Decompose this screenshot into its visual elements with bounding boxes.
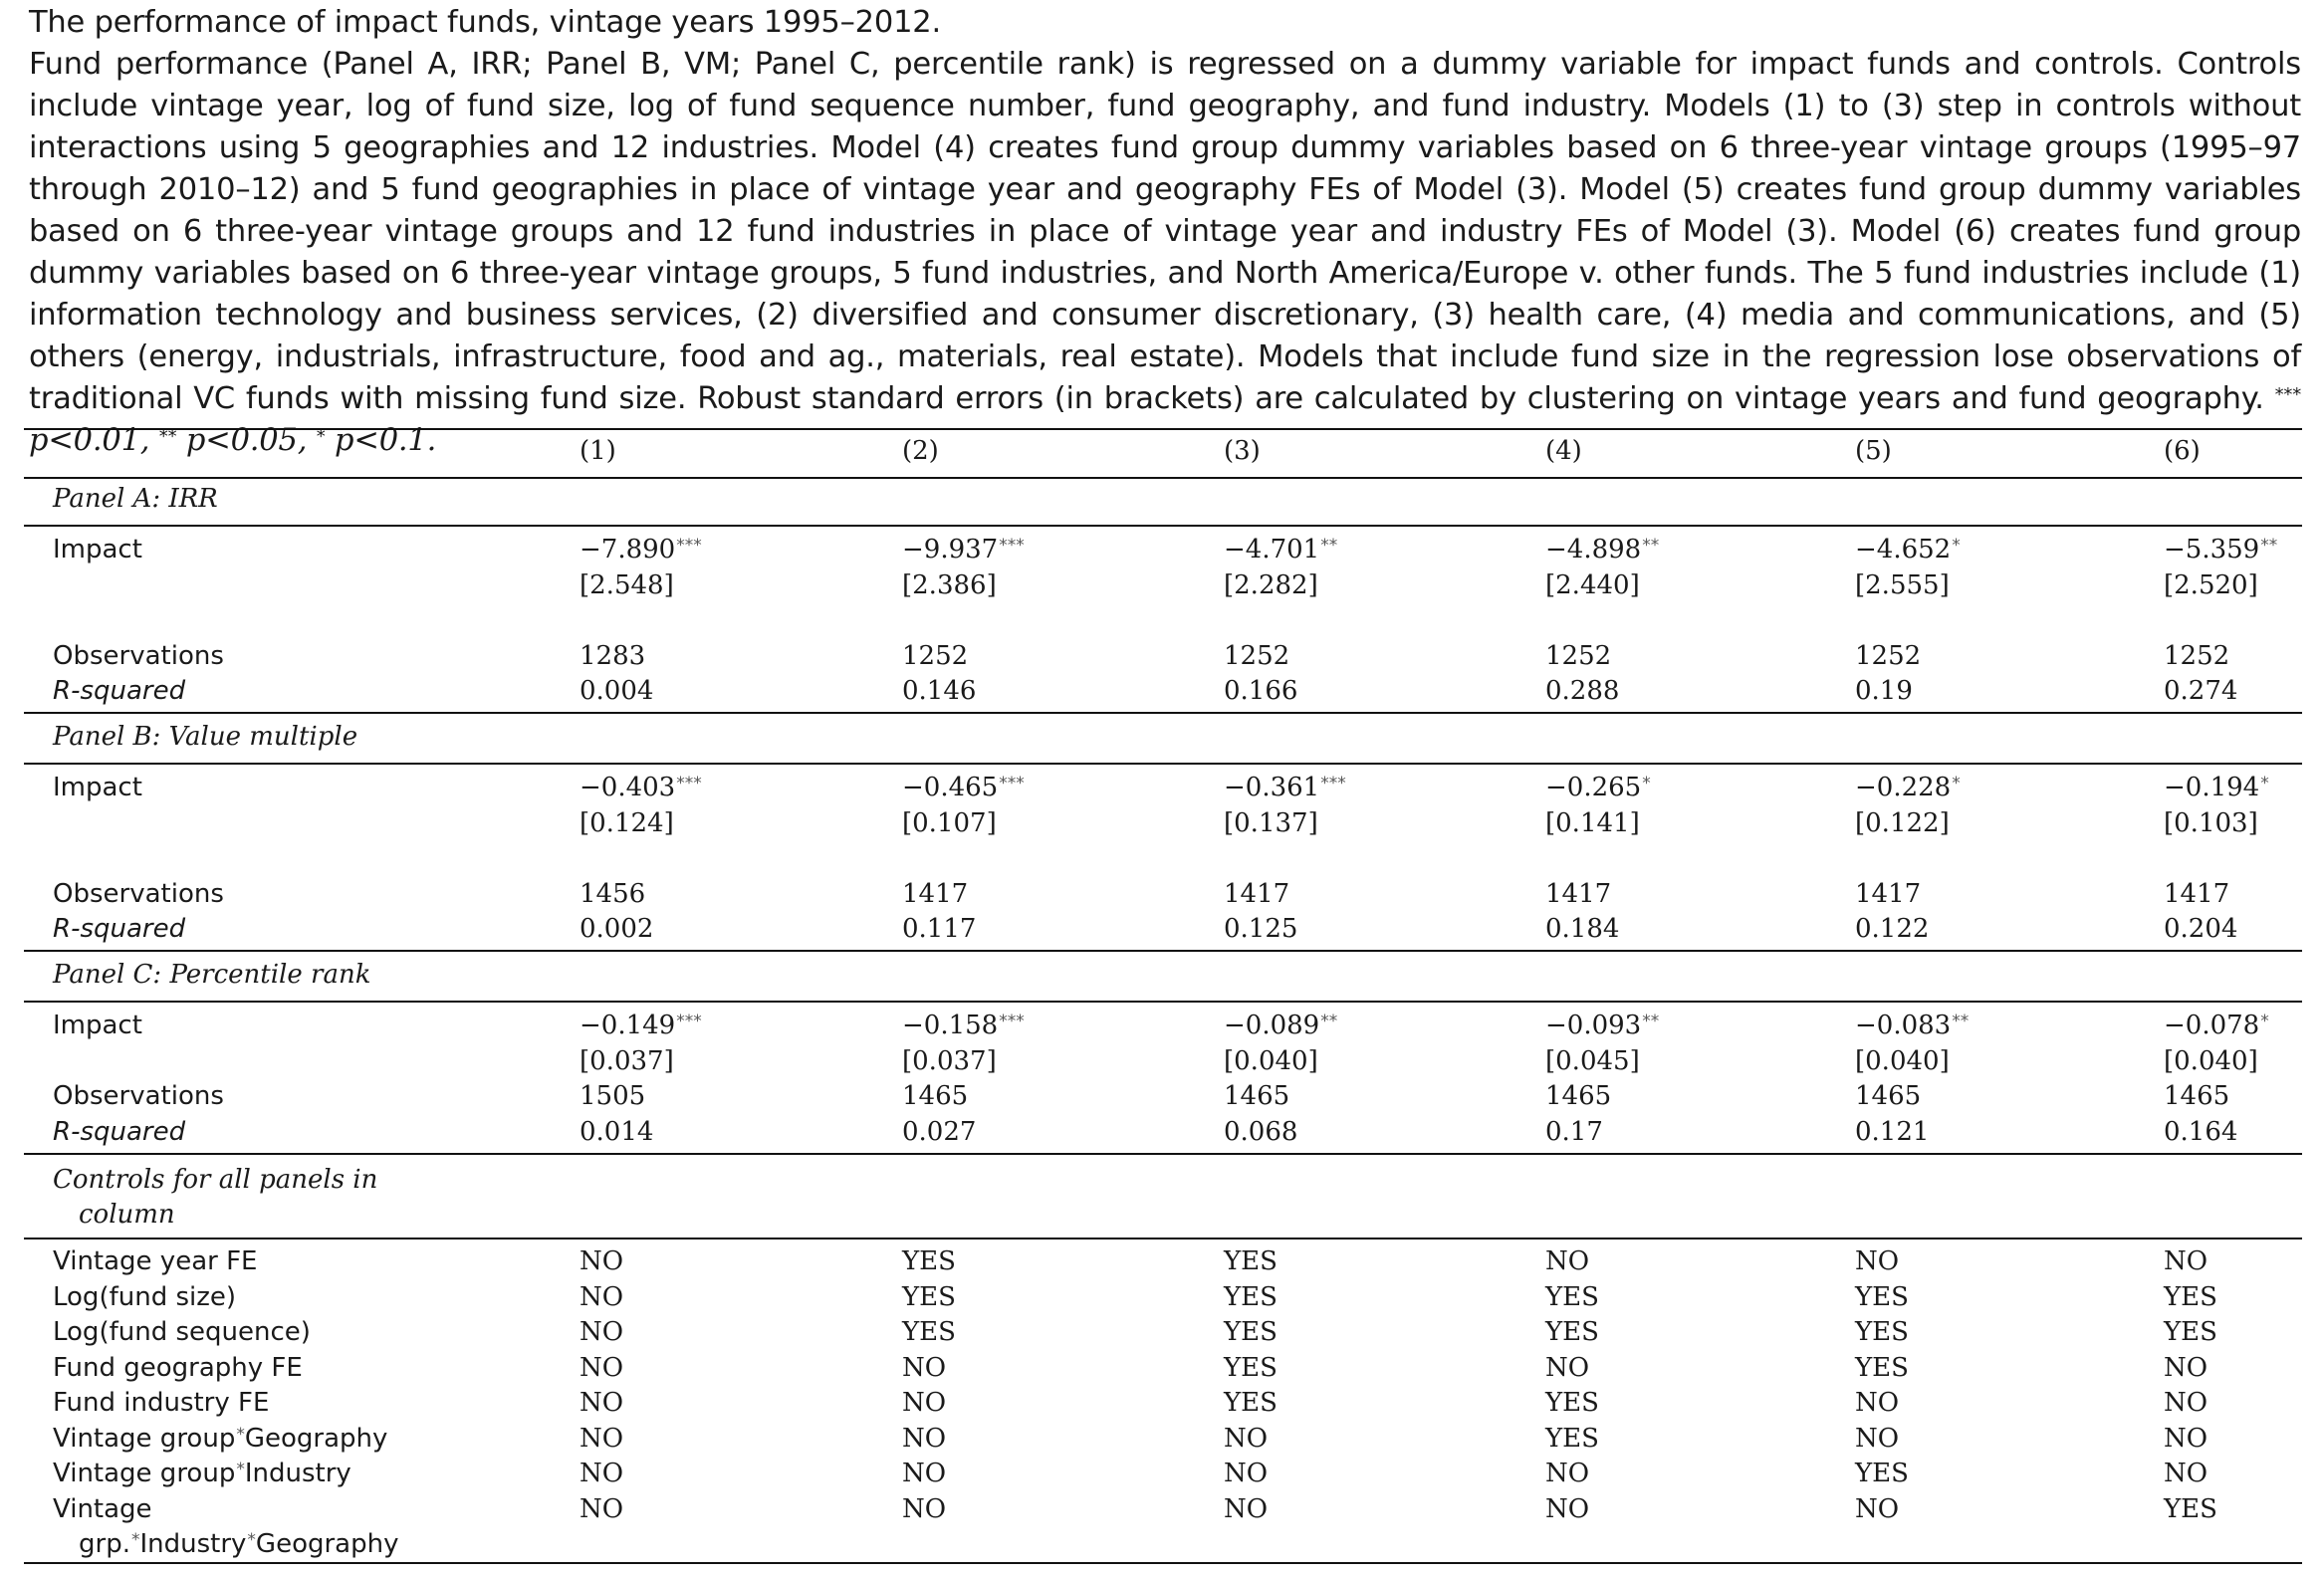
panel-bottom-rule <box>24 1153 2302 1155</box>
standard-error: [0.122] <box>1855 807 1950 838</box>
controls-heading-cont: column <box>79 1200 175 1230</box>
row-label-r-squared: R-squared <box>53 914 186 944</box>
r-squared-value: 0.164 <box>2164 1116 2238 1147</box>
control-value: YES <box>1855 1317 1909 1347</box>
column-header: (3) <box>1224 436 1261 466</box>
impact-coefficient <box>1224 533 1337 566</box>
control-value: NO <box>902 1352 947 1383</box>
row-label-observations: Observations <box>53 878 224 909</box>
controls-heading: Controls for all panels in <box>53 1165 378 1195</box>
control-value: NO <box>580 1281 624 1312</box>
impact-coefficient <box>580 771 702 804</box>
standard-error: [0.045] <box>1545 1045 1640 1076</box>
observations-value: 1417 <box>902 878 969 909</box>
impact-coefficient <box>580 1009 702 1042</box>
standard-error: [0.124] <box>580 807 674 838</box>
standard-error: [0.040] <box>1224 1045 1318 1076</box>
sig-star-1: *** <box>2274 384 2302 405</box>
r-squared-value: 0.166 <box>1224 676 1298 706</box>
r-squared-value: 0.204 <box>2164 914 2238 944</box>
observations-value: 1417 <box>1545 878 1612 909</box>
control-value: NO <box>1545 1459 1590 1488</box>
row-label-impact: Impact <box>53 1011 142 1040</box>
r-squared-value: 0.17 <box>1545 1116 1603 1147</box>
coefficient-value: −0.361 <box>1224 773 1320 802</box>
table-description <box>29 44 2301 462</box>
coefficient-value: −5.359 <box>2164 535 2260 564</box>
control-value: YES <box>1855 1281 1909 1312</box>
panel-title: Panel A: IRR <box>53 484 218 514</box>
sig-star-2: ** <box>158 426 177 447</box>
control-value: NO <box>2164 1388 2208 1418</box>
control-value: NO <box>1545 1493 1590 1524</box>
control-value: NO <box>580 1459 624 1488</box>
control-value: YES <box>1224 1352 1278 1383</box>
observations-value: 1465 <box>1224 1081 1290 1111</box>
coefficient-value: −0.149 <box>580 1011 676 1040</box>
observations-value: 1465 <box>902 1081 969 1111</box>
impact-coefficient <box>2164 1009 2269 1042</box>
observations-value: 1465 <box>1545 1081 1612 1111</box>
coefficient-value: −4.652 <box>1855 535 1952 564</box>
r-squared-value: 0.122 <box>1855 914 1930 944</box>
significance-stars: *** <box>999 1012 1025 1031</box>
r-squared-value: 0.068 <box>1224 1116 1298 1147</box>
control-label-part: Vintage year FE <box>53 1246 258 1276</box>
coefficient-value: −0.093 <box>1545 1011 1642 1040</box>
row-label-impact: Impact <box>53 773 142 802</box>
control-label <box>53 1422 387 1456</box>
control-value: NO <box>2164 1423 2208 1454</box>
standard-error: [2.548] <box>580 569 674 600</box>
coefficient-value: −4.898 <box>1545 535 1642 564</box>
sig-threshold-3: p<0.1. <box>335 423 437 458</box>
coefficient-value: −0.158 <box>902 1011 999 1040</box>
sig-threshold-2: p<0.05, <box>185 423 308 458</box>
sig-threshold-1: p<0.01, <box>29 423 150 458</box>
control-value: YES <box>1545 1388 1599 1418</box>
impact-coefficient <box>1224 771 1346 804</box>
significance-stars: *** <box>999 774 1025 793</box>
control-value: NO <box>902 1423 947 1454</box>
control-value: YES <box>902 1317 956 1347</box>
significance-stars: *** <box>676 774 702 793</box>
interaction-asterisk: * <box>236 1424 245 1445</box>
r-squared-value: 0.027 <box>902 1116 977 1147</box>
control-value: YES <box>902 1246 956 1276</box>
control-value: NO <box>580 1493 624 1524</box>
row-label-r-squared: R-squared <box>53 676 186 706</box>
observations-value: 1283 <box>580 640 646 671</box>
significance-stars: *** <box>999 536 1025 556</box>
control-value: YES <box>1855 1352 1909 1383</box>
column-header: (6) <box>2164 436 2201 466</box>
significance-stars: * <box>1642 774 1651 793</box>
significance-stars: ** <box>1320 536 1338 556</box>
control-label-part: Vintage group <box>53 1423 236 1454</box>
coefficient-value: −0.265 <box>1545 773 1642 802</box>
control-value: YES <box>1545 1423 1599 1454</box>
control-value: YES <box>2164 1317 2217 1347</box>
row-label-impact: Impact <box>53 535 142 564</box>
impact-coefficient <box>580 533 702 566</box>
impact-coefficient <box>1545 1009 1659 1042</box>
standard-error: [0.040] <box>2164 1045 2258 1076</box>
coefficient-value: −0.078 <box>2164 1011 2260 1040</box>
panel-bottom-rule <box>24 712 2302 714</box>
observations-value: 1465 <box>2164 1081 2230 1111</box>
control-value: NO <box>902 1459 947 1488</box>
control-label <box>53 1386 269 1420</box>
standard-error: [0.040] <box>1855 1045 1950 1076</box>
r-squared-value: 0.002 <box>580 914 654 944</box>
r-squared-value: 0.121 <box>1855 1116 1930 1147</box>
impact-coefficient <box>1545 533 1659 566</box>
control-value: NO <box>1855 1388 1900 1418</box>
significance-stars: * <box>2260 1012 2269 1031</box>
significance-stars: ** <box>1642 1012 1660 1031</box>
observations-value: 1417 <box>1855 878 1922 909</box>
coefficient-value: −4.701 <box>1224 535 1320 564</box>
control-label <box>53 1351 303 1385</box>
impact-coefficient <box>2164 771 2269 804</box>
observations-value: 1252 <box>2164 640 2230 671</box>
control-value: NO <box>902 1493 947 1524</box>
panel-title: Panel B: Value multiple <box>53 722 358 752</box>
control-label-part: Industry <box>244 1459 351 1488</box>
coefficient-value: −0.089 <box>1224 1011 1320 1040</box>
coefficient-value: −0.194 <box>2164 773 2260 802</box>
control-value: NO <box>1855 1246 1900 1276</box>
control-value: YES <box>902 1281 956 1312</box>
table-top-rule <box>24 428 2302 430</box>
r-squared-value: 0.146 <box>902 676 977 706</box>
control-value: NO <box>580 1352 624 1383</box>
panel-title-rule <box>24 763 2302 765</box>
r-squared-value: 0.117 <box>902 914 977 944</box>
control-label-part: Vintage group <box>53 1459 236 1488</box>
table-caption <box>29 2 2301 462</box>
column-header: (4) <box>1545 436 1582 466</box>
control-value: NO <box>1224 1423 1269 1454</box>
panel-title-rule <box>24 1001 2302 1003</box>
significance-stars: * <box>1952 774 1961 793</box>
coefficient-value: −9.937 <box>902 535 999 564</box>
coefficient-value: −0.228 <box>1855 773 1952 802</box>
impact-coefficient <box>1855 771 1961 804</box>
r-squared-value: 0.125 <box>1224 914 1298 944</box>
control-value: NO <box>2164 1459 2208 1488</box>
table-bottom-rule <box>24 1562 2302 1564</box>
panel-bottom-rule <box>24 950 2302 952</box>
impact-coefficient <box>1855 533 1961 566</box>
standard-error: [2.520] <box>2164 569 2258 600</box>
significance-stars: * <box>1952 536 1961 556</box>
control-value: NO <box>580 1423 624 1454</box>
significance-stars: ** <box>1320 1012 1338 1031</box>
control-label-part: Log(fund sequence) <box>53 1317 311 1347</box>
control-value: NO <box>1855 1423 1900 1454</box>
impact-coefficient <box>902 533 1025 566</box>
panel-title: Panel C: Percentile rank <box>53 960 371 990</box>
control-value: YES <box>1224 1388 1278 1418</box>
control-label <box>53 1457 351 1490</box>
panel-title-rule <box>24 525 2302 527</box>
significance-stars: ** <box>1642 536 1660 556</box>
row-label-r-squared: R-squared <box>53 1116 186 1147</box>
observations-value: 1456 <box>580 878 646 909</box>
control-label-part: Geography <box>255 1529 399 1559</box>
significance-stars: *** <box>676 1012 702 1031</box>
standard-error: [0.137] <box>1224 807 1318 838</box>
control-value: YES <box>1545 1281 1599 1312</box>
caption-body: Fund performance (Panel A, IRR; Panel B, VM; Panel C, percentile rank) is regressed on a dummy variable for impact funds and controls. Controls include vintage year, log of fund size, log of fund sequence number, fund geography, and fund industry. Models (1) to (3) step in controls without interactions using 5 geographies and 12 industries. Model (4) creates fund group dummy variables based on 6 three-year vintage groups (1995–97 through 2010–12) and 5 fund geographies in place of vintage year and geography FEs of Model (3). Model (5) creates fund group dummy variables based on 6 three-year vintage groups and 12 fund industries in place of vintage year and industry FEs of Model (3). Model (6) creates fund group dummy variables based on 6 three-year vintage groups, 5 fund industries, and North America/Europe v. other funds. The 5 fund industries include (1) information technology and business services, (2) diversified and consumer discretionary, (3) health care, (4) media and communications, and (5) others (energy, industrials, infrastructure, food and ag., materials, real estate). Models that include fund size in the regression lose observations of traditional VC funds with missing fund size. Robust standard errors (in brackets) are calculated by clustering on vintage years and fund geography. <box>29 47 2301 416</box>
interaction-asterisk: * <box>236 1460 245 1479</box>
coefficient-value: −0.465 <box>902 773 999 802</box>
table-title: The performance of impact funds, vintage years 1995–2012. <box>29 5 941 40</box>
control-label <box>53 1280 236 1314</box>
control-label-part: Fund geography FE <box>53 1352 303 1383</box>
control-value: YES <box>1224 1317 1278 1347</box>
standard-error: [2.386] <box>902 569 997 600</box>
control-label <box>53 1244 257 1278</box>
control-label-cont <box>79 1527 398 1561</box>
control-value: NO <box>1224 1493 1269 1524</box>
observations-value: 1417 <box>1224 878 1290 909</box>
control-label <box>53 1315 311 1349</box>
standard-error: [2.282] <box>1224 569 1318 600</box>
significance-stars: *** <box>676 536 702 556</box>
standard-error: [0.107] <box>902 807 997 838</box>
observations-value: 1252 <box>1224 640 1290 671</box>
impact-coefficient <box>2164 533 2277 566</box>
control-value: NO <box>580 1388 624 1418</box>
control-label-part: Industry <box>139 1529 247 1559</box>
control-label-part: Log(fund size) <box>53 1281 237 1312</box>
header-bottom-rule <box>24 477 2302 479</box>
control-value: YES <box>1545 1317 1599 1347</box>
significance-stars: * <box>2260 774 2269 793</box>
column-header: (2) <box>902 436 939 466</box>
coefficient-value: −7.890 <box>580 535 676 564</box>
control-value: NO <box>1545 1246 1590 1276</box>
r-squared-value: 0.19 <box>1855 676 1913 706</box>
impact-coefficient <box>1545 771 1651 804</box>
row-label-observations: Observations <box>53 1081 224 1111</box>
control-label <box>53 1492 152 1526</box>
control-value: NO <box>1224 1459 1269 1488</box>
impact-coefficient <box>902 1009 1025 1042</box>
control-value: NO <box>580 1317 624 1347</box>
control-value: NO <box>1545 1352 1590 1383</box>
control-value: NO <box>2164 1246 2208 1276</box>
control-label-part: Vintage <box>53 1493 152 1524</box>
control-value: NO <box>902 1388 947 1418</box>
coefficient-value: −0.403 <box>580 773 676 802</box>
interaction-asterisk: * <box>130 1530 140 1550</box>
observations-value: 1417 <box>2164 878 2230 909</box>
impact-coefficient <box>1855 1009 1969 1042</box>
standard-error: [2.440] <box>1545 569 1640 600</box>
observations-value: 1252 <box>902 640 969 671</box>
r-squared-value: 0.014 <box>580 1116 654 1147</box>
observations-value: 1252 <box>1855 640 1922 671</box>
observations-value: 1505 <box>580 1081 646 1111</box>
coefficient-value: −0.083 <box>1855 1011 1952 1040</box>
observations-value: 1252 <box>1545 640 1612 671</box>
control-value: NO <box>580 1246 624 1276</box>
control-value: YES <box>2164 1493 2217 1524</box>
standard-error: [0.103] <box>2164 807 2258 838</box>
control-label-part: Geography <box>244 1423 388 1454</box>
row-label-observations: Observations <box>53 640 224 671</box>
column-header: (1) <box>580 436 616 466</box>
standard-error: [2.555] <box>1855 569 1950 600</box>
standard-error: [0.037] <box>580 1045 674 1076</box>
r-squared-value: 0.288 <box>1545 676 1620 706</box>
control-value: YES <box>1224 1281 1278 1312</box>
significance-stars: ** <box>1952 1012 1970 1031</box>
observations-value: 1465 <box>1855 1081 1922 1111</box>
interaction-asterisk: * <box>247 1530 256 1550</box>
control-value: YES <box>1224 1246 1278 1276</box>
r-squared-value: 0.004 <box>580 676 654 706</box>
control-value: NO <box>2164 1352 2208 1383</box>
standard-error: [0.141] <box>1545 807 1640 838</box>
impact-coefficient <box>902 771 1025 804</box>
column-header: (5) <box>1855 436 1892 466</box>
significance-stars: ** <box>2260 536 2278 556</box>
control-value: YES <box>1855 1459 1909 1488</box>
impact-coefficient <box>1224 1009 1337 1042</box>
control-label-part: Fund industry FE <box>53 1388 270 1418</box>
controls-heading-rule <box>24 1238 2302 1239</box>
r-squared-value: 0.184 <box>1545 914 1620 944</box>
control-label-part: grp. <box>79 1529 130 1559</box>
control-value: YES <box>2164 1281 2217 1312</box>
standard-error: [0.037] <box>902 1045 997 1076</box>
sig-star-3: * <box>316 426 326 447</box>
control-value: NO <box>1855 1493 1900 1524</box>
r-squared-value: 0.274 <box>2164 676 2238 706</box>
significance-stars: *** <box>1320 774 1346 793</box>
